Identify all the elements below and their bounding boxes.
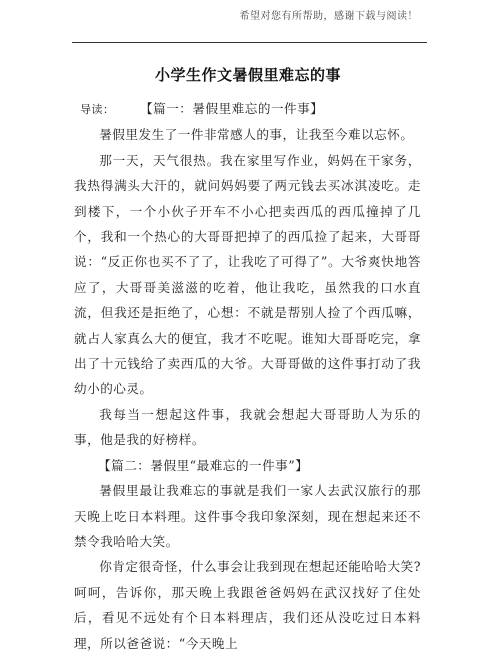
document-title: 小学生作文暑假里难忘的事 [154, 66, 341, 84]
header-note: 希望对您有所帮助，感谢下载与阅读！ [239, 11, 418, 22]
paragraph: 暑假里发生了一件非常感人的事，让我至今难以忘怀。 [99, 127, 414, 143]
paragraph: 那一天，天气很热。我在家里写作业，妈妈在干家务，我热得满头大汗的，就问妈妈要了两元钱去买冰淇凌吃。走到楼下，一个小伙子开车不小心把卖西瓜的西瓜撞掉了几个，我和一个热心的大哥哥把掉了的西瓜捡了起来，大哥哥说：“反正你也买不了了，让我吃了可得了”。大爷爽快地答应了，大哥哥美滋滋的吃着，他让我吃，虽然我的口水直流，但我还是拒绝了，心想：不就是帮别人捡了个西瓜嘛，就占人家真么大的便宜，我才不吃呢。谁知大哥哥吃完，拿出了十元钱给了卖西瓜的大爷。大哥哥做的这件事打动了我幼小的心灵。 [74, 152, 421, 397]
paragraph: 暑假里最让我难忘的事就是我们一家人去武汉旅行的那天晚上吃日本料理。这件事令我印象深刻，现在想起来还不禁令我哈哈大笑。 [74, 483, 421, 549]
paragraph: 你肯定很奇怪，什么事会让我到现在想起还能哈哈大笑?呵呵，告诉你，那天晚上我跟爸爸妈妈在武汉找好了住处后，看见不远处有个日本料理店，我们还从没吃过日本料理，所以爸爸说：“今天晚上 [74, 559, 421, 651]
header-divider [72, 42, 427, 43]
document-body [74, 96, 421, 656]
paragraph: 我每当一想起这件事，我就会想起大哥哥助人为乐的事，他是我的好榜样。 [74, 406, 421, 448]
guide-label: 导读： [80, 103, 115, 116]
guide-line [74, 96, 421, 122]
section1-heading: 【篇一：暑假里难忘的一件事】 [140, 101, 324, 116]
section2-heading: 【篇二：暑假里“最难忘的一件事”】 [98, 457, 309, 473]
